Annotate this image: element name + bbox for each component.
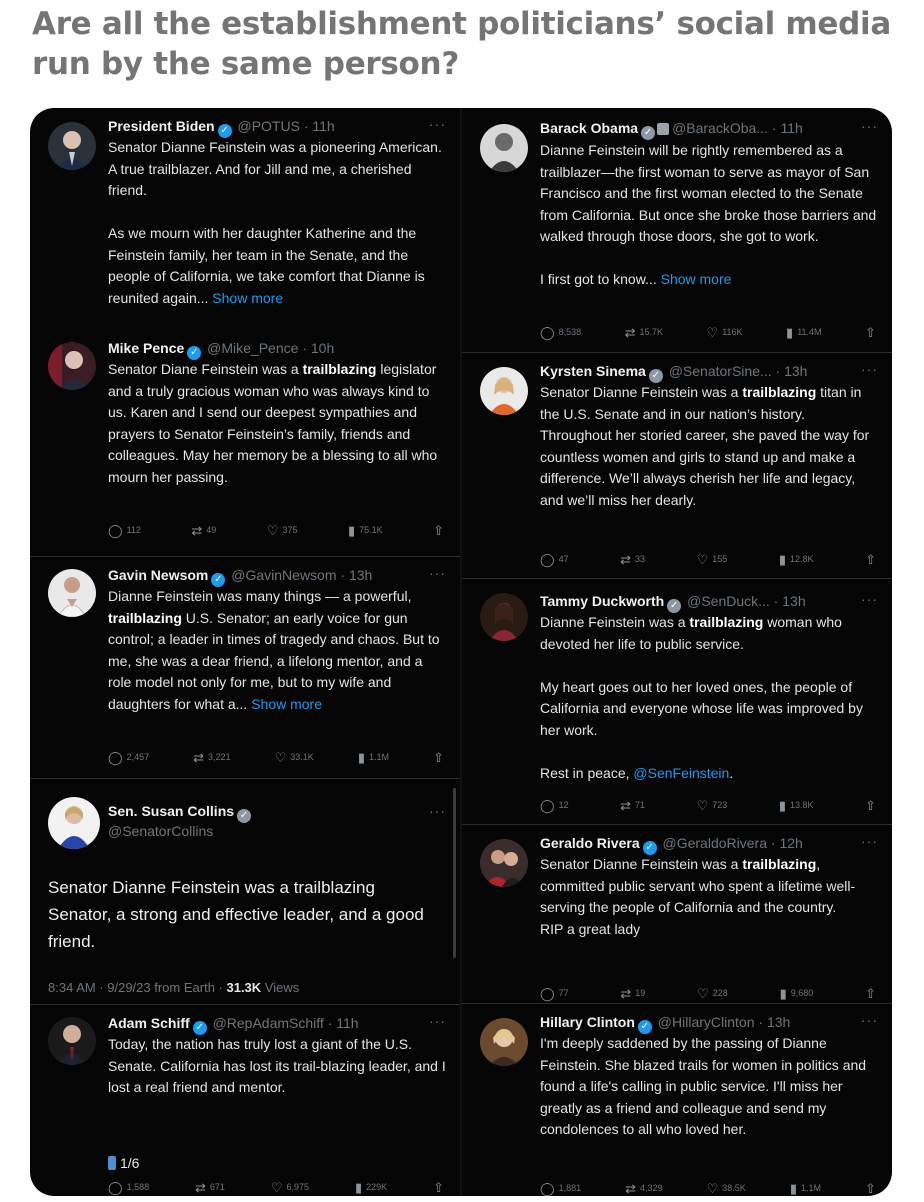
share-icon: ⇧ <box>433 523 444 538</box>
retweet-button[interactable] <box>620 549 645 571</box>
retweet-count: 671 <box>209 1182 225 1192</box>
tweet-newsom[interactable]: Gavin Newsom ✓ @GavinNewsom · 13h ··· Dianne Feinstein was many things — a powerful, trailblazing U.S. Senator; an early voice for gun control; a leader in times of tragedy and chaos. But to me, she was a dear friend, a lifelong mentor, and a role model not only for me, but to my wife and daughters for what a... Show more ◯ 2,457 ⇄ 3,221 ♡ 33.1K ▮ 1.1M ⇧ <box>30 556 460 777</box>
retweet-count: 19 <box>635 988 646 998</box>
tweet-collins[interactable] <box>30 778 460 1004</box>
like-icon: ♡ <box>266 523 279 538</box>
share-icon: ⇧ <box>865 986 876 1001</box>
views-button[interactable] <box>355 1177 387 1196</box>
reply-count: 47 <box>558 554 569 564</box>
more-icon[interactable]: ··· <box>429 116 446 132</box>
tweet-clinton[interactable]: Hillary Clinton ✓ @HillaryClinton · 13h ··· I'm deeply saddened by the passing of Dianne Feinstein. She blazed trails for women in politics and found a life's calling in public service. I'll miss her greatly as a friend and colleague and send my condolences to all who loved her. ◯ 1,881 ⇄ 4,329 ♡ 38.5K ▮ 1.1M ⇧ <box>462 1003 892 1196</box>
show-more-link[interactable]: Show more <box>251 695 323 712</box>
screenshot-collage <box>30 108 892 1196</box>
like-count: 723 <box>712 800 728 810</box>
reply-count: 77 <box>558 988 569 998</box>
share-button[interactable] <box>865 1178 876 1196</box>
like-icon: ♡ <box>270 1180 283 1195</box>
verified-badge-icon: ✓ <box>638 1020 652 1034</box>
tweet-text <box>108 359 448 488</box>
verified-badge-icon: ✓ <box>649 369 663 383</box>
tweet-schiff[interactable]: Adam Schiff ✓ @RepAdamSchiff · 11h ··· Today, the nation has truly lost a giant of the U.S. Senate. California has lost its trail-blazing leader, and I lost a real friend and mentor. 1/6 ◯ 1,588 ⇄ 671 ♡ 6,975 ▮ 229K ⇧ <box>30 1004 460 1196</box>
author-handle[interactable]: @SenatorCollins <box>108 823 214 839</box>
view-count: 1.1M <box>801 1183 822 1193</box>
reply-button[interactable] <box>108 747 149 769</box>
tweet-text <box>108 586 448 715</box>
author-handle[interactable]: @Mike_Pence <box>207 340 299 356</box>
reply-count: 1,588 <box>126 1182 150 1192</box>
like-icon: ♡ <box>697 986 709 1001</box>
verified-badge-icon: ✓ <box>193 1021 207 1035</box>
author-name[interactable]: Tammy Duckworth <box>540 593 665 609</box>
retweet-count: 15.7K <box>639 327 664 337</box>
tweet-text-content: Dianne Feinstein will be rightly remembered as a trailblazer—the first woman to serve as mayor of San Francisco and the first woman elected to the Senate from California. But once she broke those barriers and walked through those doors, she got to work. I first got to know... <box>540 142 877 287</box>
share-button[interactable] <box>865 983 876 1005</box>
tweet-text-content: Senator Diane Feinstein was a <box>108 361 303 377</box>
author-handle[interactable]: @GavinNewsom <box>231 567 337 583</box>
views-button[interactable] <box>790 1178 821 1196</box>
more-icon[interactable]: ··· <box>861 591 878 607</box>
retweet-button[interactable] <box>191 520 216 542</box>
timestamp[interactable]: 13h <box>766 1014 791 1030</box>
view-count: 31.3K <box>226 980 262 995</box>
like-button[interactable] <box>267 520 298 542</box>
reply-button[interactable] <box>108 1177 149 1196</box>
tweet-text-content: . <box>729 764 734 781</box>
share-button[interactable] <box>865 322 876 344</box>
author-name[interactable]: Gavin Newsom <box>108 567 209 583</box>
reply-icon: ◯ <box>540 986 555 1001</box>
share-button[interactable] <box>433 747 444 769</box>
verified-badge-icon: ✓ <box>643 841 657 855</box>
retweet-button[interactable] <box>625 1178 662 1196</box>
show-more-link[interactable]: Show more <box>212 289 284 306</box>
retweet-count: 4,329 <box>640 1183 663 1193</box>
reply-icon: ◯ <box>540 325 555 340</box>
action-bar <box>540 549 876 571</box>
author-handle[interactable]: @HillaryClinton <box>657 1014 755 1030</box>
views-button[interactable] <box>779 549 814 571</box>
retweet-icon: ⇄ <box>191 523 203 538</box>
share-button[interactable] <box>433 520 444 542</box>
author-handle[interactable]: @RepAdamSchiff <box>212 1015 324 1031</box>
views-icon: ▮ <box>789 1181 798 1196</box>
action-bar <box>540 322 876 344</box>
tweet-text <box>540 382 880 511</box>
timestamp[interactable]: 13h <box>784 363 808 379</box>
thread-count: 1/6 <box>120 1155 140 1171</box>
tweet-meta <box>48 977 299 999</box>
author-name[interactable]: Mike Pence <box>108 340 185 356</box>
views-button[interactable] <box>348 520 383 542</box>
avatar[interactable] <box>48 569 96 617</box>
highlighted-word: trailblazing <box>302 361 377 377</box>
share-button[interactable] <box>865 549 876 571</box>
reply-icon: ◯ <box>108 523 123 538</box>
thread-indicator[interactable] <box>108 1153 139 1175</box>
retweet-count: 3,221 <box>208 752 231 762</box>
headline: Are all the establishment politicians’ social media run by the same person? <box>32 6 891 82</box>
highlighted-word: trailblazing <box>108 609 182 626</box>
views-icon: ▮ <box>779 986 787 1001</box>
show-more-link[interactable]: Show more <box>660 271 732 287</box>
timestamp[interactable]: 11h <box>780 120 803 136</box>
like-icon: ♡ <box>696 798 709 813</box>
thread-icon <box>108 1156 116 1170</box>
like-icon: ♡ <box>706 1181 719 1196</box>
more-icon[interactable]: ··· <box>861 361 878 377</box>
avatar[interactable] <box>480 593 528 641</box>
views-button[interactable] <box>786 322 822 344</box>
tweet-text-content: Senator Dianne Feinstein was a <box>540 384 743 400</box>
view-count: 12.8K <box>789 554 814 564</box>
retweet-count: 33 <box>635 554 646 564</box>
like-icon: ♡ <box>696 552 709 567</box>
retweet-icon: ⇄ <box>193 750 205 765</box>
share-button[interactable] <box>865 795 876 817</box>
view-count: 9,680 <box>790 988 814 998</box>
timestamp[interactable]: 11h <box>312 118 335 134</box>
more-icon[interactable]: ··· <box>429 803 446 819</box>
reply-count: 1,881 <box>558 1183 582 1193</box>
like-button[interactable] <box>707 322 743 344</box>
verified-badge-icon: ✓ <box>667 599 681 613</box>
verified-badge-icon: ✓ <box>218 124 232 138</box>
like-button[interactable] <box>707 1178 746 1196</box>
share-icon: ⇧ <box>865 798 876 813</box>
view-count: 11.4M <box>797 327 822 337</box>
like-icon: ♡ <box>706 325 719 340</box>
author-handle[interactable]: @SenatorSine... <box>668 363 772 379</box>
retweet-icon: ⇄ <box>195 1180 206 1195</box>
tweet-text <box>540 854 880 940</box>
more-icon[interactable]: ··· <box>861 1012 878 1028</box>
retweet-button[interactable] <box>193 747 230 769</box>
reply-button[interactable] <box>540 795 569 817</box>
like-icon: ♡ <box>274 750 287 765</box>
tweet-sinema[interactable]: Kyrsten Sinema ✓ @SenatorSine... · 13h ··· Senator Dianne Feinstein was a trailblazing titan in the U.S. Senate and in our nation’s history. Throughout her storied career, she paved the way for countless women and girls to stand up and make a difference. We’ll always cherish her life and legacy, and we’ll miss her dearly. ◯ 47 ⇄ 33 ♡ 155 ▮ 12.8K ⇧ <box>462 352 892 575</box>
views-button[interactable] <box>358 747 389 769</box>
views-icon: ▮ <box>786 325 794 340</box>
view-count: 1.1M <box>369 752 390 762</box>
avatar[interactable] <box>48 122 96 170</box>
share-icon: ⇧ <box>433 750 444 765</box>
highlighted-word: trailblazing <box>742 384 817 400</box>
scrollbar[interactable] <box>453 788 456 958</box>
author-handle[interactable]: @GeraldoRivera <box>662 835 767 851</box>
views-button[interactable] <box>779 795 814 817</box>
author-name[interactable]: Kyrsten Sinema <box>540 363 646 379</box>
action-bar <box>540 983 876 1005</box>
tweet-text-content: U.S. Senator; an early voice for gun control; a leader in times of tragedy and chaos. But to me, she was a dear friend, a lifelong mentor, and a role model not only for me, but to my wife and daughters for what a... <box>108 609 440 712</box>
like-button[interactable] <box>697 795 728 817</box>
retweet-icon: ⇄ <box>625 1181 637 1196</box>
tweet-duckworth[interactable]: Tammy Duckworth ✓ @SenDuck... · 13h ··· Dianne Feinstein was a trailblazing woman who devoted her life to public service. My heart goes out to her loved ones, the people of California and everyone whose life was improved by her work. Rest in peace, @SenFeinstein. ◯ 12 ⇄ 71 ♡ 723 ▮ 13.8K ⇧ <box>462 578 892 824</box>
views-icon: ▮ <box>354 1180 363 1195</box>
tweet-text-content: Dianne Feinstein was a <box>540 614 690 630</box>
author-name[interactable]: President Biden <box>108 118 215 134</box>
verified-badge-icon: ✓ <box>237 809 251 823</box>
tweet-text <box>540 140 880 291</box>
retweet-button[interactable] <box>620 983 645 1005</box>
views-icon: ▮ <box>778 552 786 567</box>
views-icon: ▮ <box>347 523 356 538</box>
share-icon: ⇧ <box>433 1180 444 1195</box>
reply-icon: ◯ <box>540 552 555 567</box>
like-count: 375 <box>282 525 298 535</box>
author-name[interactable]: Barack Obama <box>540 120 639 136</box>
tweet-text-content: , committed public servant who spent a lifetime well-serving the people of California and the country. RIP a great lady <box>540 856 856 937</box>
tweet-obama[interactable]: Barack Obama ✓ @BarackOba... · 11h ··· Dianne Feinstein will be rightly remembered as a trailblazer—the first woman to serve as mayor of San Francisco and the first woman elected to the Senate from California. But once she broke those barriers and walked through those doors, she got to work. I first got to know... Show more ◯ 8,538 ⇄ 15.7K ♡ 116K ▮ 11.4M ⇧ <box>462 108 892 350</box>
reply-button[interactable] <box>540 549 569 571</box>
tweet-pence[interactable]: Mike Pence ✓ @Mike_Pence · 10h Senator Diane Feinstein was a trailblazing legislator and a truly gracious woman who was always kind to us. Karen and I send our deepest sympathies and prayers to Senator Feinstein’s family, friends and colleagues. May her memory be a blessing to all who mourn her passing. ◯ 112 ⇄ 49 ♡ 375 ▮ 75.1K ⇧ <box>30 336 460 550</box>
more-icon[interactable]: ··· <box>861 833 878 849</box>
action-bar <box>540 1178 876 1196</box>
tweet-text-content: woman who devoted her life to public service. My heart goes out to her loved ones, the people of California and everyone whose life was improved by her work. Rest in peace, <box>540 614 863 781</box>
author-name[interactable]: Geraldo Rivera <box>540 835 640 851</box>
mention-link[interactable]: @SenFeinstein <box>633 764 730 781</box>
action-bar <box>108 1177 444 1196</box>
avatar[interactable] <box>48 1017 96 1065</box>
more-icon[interactable]: ··· <box>861 118 878 134</box>
views-icon: ▮ <box>778 798 786 813</box>
timestamp[interactable]: 11h <box>336 1015 359 1031</box>
share-icon: ⇧ <box>865 1181 876 1196</box>
avatar[interactable] <box>480 1018 528 1066</box>
reply-count: 112 <box>126 525 141 535</box>
reply-icon: ◯ <box>540 798 555 813</box>
author-handle[interactable]: @BarackOba... <box>672 120 768 136</box>
retweet-button[interactable] <box>625 322 663 344</box>
tweet-text: Today, the nation has truly lost a giant of the U.S. Senate. California has lost its trail-blazing leader, and I lost a real friend and mentor. <box>108 1036 446 1095</box>
left-column <box>30 108 460 1196</box>
like-button[interactable] <box>697 983 728 1005</box>
reply-count: 2,457 <box>126 752 150 762</box>
like-count: 38.5K <box>722 1183 746 1193</box>
government-label-icon <box>657 123 669 135</box>
view-count: 13.8K <box>789 800 814 810</box>
action-bar <box>540 795 876 817</box>
author-name[interactable]: Sen. Susan Collins <box>108 803 235 819</box>
reply-icon: ◯ <box>540 1181 555 1196</box>
author-name[interactable]: Hillary Clinton <box>540 1014 635 1030</box>
verified-badge-icon: ✓ <box>211 573 225 587</box>
tweet-date: 8:34 AM · 9/29/23 from Earth · <box>48 980 227 995</box>
retweet-icon: ⇄ <box>620 552 632 567</box>
views-label: Views <box>261 980 300 995</box>
tweet-biden[interactable]: President Biden ✓ @POTUS · 11h ··· Senator Dianne Feinstein was a pioneering American. A true trailblazer. And for Jill and me, a cherished friend. As we mourn with her daughter Katherine and the Feinstein family, her team in the Senate, and the people of California, we take comfort that Dianne is reunited again... Show more <box>30 108 460 336</box>
more-icon[interactable]: ··· <box>429 1013 446 1029</box>
author-name[interactable]: Adam Schiff <box>108 1015 190 1031</box>
like-button[interactable] <box>271 1177 309 1196</box>
reply-button[interactable] <box>540 1178 581 1196</box>
retweet-icon: ⇄ <box>620 798 632 813</box>
retweet-count: 71 <box>635 800 646 810</box>
view-count: 75.1K <box>359 525 383 535</box>
verified-badge-icon: ✓ <box>187 346 201 360</box>
action-bar <box>108 747 444 769</box>
avatar[interactable] <box>480 124 528 172</box>
views-button[interactable] <box>780 983 814 1005</box>
retweet-icon: ⇄ <box>620 986 632 1001</box>
author-handle[interactable]: @SenDuck... <box>687 593 770 609</box>
right-column <box>462 108 892 1196</box>
tweet-text: Senator Dianne Feinstein was a trailblazing Senator, a strong and effective leader, and a good friend. <box>48 878 424 951</box>
like-button[interactable] <box>697 549 728 571</box>
tweet-text-content: legislator and a truly gracious woman who was always kind to us. Karen and I send our deepest sympathies and prayers to Senator Feinstein’s family, friends and colleagues. May her memory be a blessing to all who mourn her passing. <box>108 361 438 485</box>
tweet-rivera[interactable]: Geraldo Rivera ✓ @GeraldoRivera · 12h ··· Senator Dianne Feinstein was a trailblazing, committed public servant who spent a lifetime well-serving the people of California and the country. RIP a great lady ◯ 77 ⇄ 19 ♡ 228 ▮ 9,680 ⇧ <box>462 824 892 1001</box>
reply-button[interactable] <box>540 322 581 344</box>
timestamp[interactable]: 12h <box>779 835 803 851</box>
reply-icon: ◯ <box>108 750 123 765</box>
tweet-text-content: Senator Dianne Feinstein was a pioneering American. A true trailblazer. And for Jill and me, a cherished friend. As we mourn with her daughter Katherine and the Feinstein family, her team in the Senate, and the people of California, we take comfort that Dianne is reunited again... <box>108 139 442 306</box>
retweet-count: 49 <box>206 525 217 535</box>
more-icon[interactable]: ··· <box>429 565 446 581</box>
reply-button[interactable] <box>540 983 569 1005</box>
views-icon: ▮ <box>357 750 366 765</box>
timestamp[interactable]: 13h <box>782 593 806 609</box>
tweet-text <box>540 612 880 784</box>
timestamp[interactable]: 13h <box>348 567 373 583</box>
reply-icon: ◯ <box>108 1180 123 1195</box>
like-count: 116K <box>722 327 743 337</box>
verified-badge-icon: ✓ <box>641 126 655 140</box>
tweet-text: I'm deeply saddened by the passing of Dianne Feinstein. She blazed trails for women in politics and found a life's calling in public service. I'll miss her greatly as a friend and colleague and send my condolences to all who loved her. <box>540 1035 867 1137</box>
tweet-text-content: Senator Dianne Feinstein was a <box>540 856 743 872</box>
view-count: 229K <box>366 1182 388 1192</box>
like-count: 228 <box>712 988 728 998</box>
retweet-button[interactable] <box>620 795 645 817</box>
like-count: 33.1K <box>290 752 314 762</box>
retweet-icon: ⇄ <box>624 325 636 340</box>
like-button[interactable] <box>275 747 314 769</box>
highlighted-word: trailblazing <box>689 614 764 630</box>
highlighted-word: trailblazing <box>742 856 817 872</box>
share-icon: ⇧ <box>865 552 876 567</box>
like-count: 155 <box>712 554 728 564</box>
action-bar <box>108 520 444 542</box>
share-icon: ⇧ <box>865 325 876 340</box>
share-button[interactable] <box>433 1177 444 1196</box>
like-count: 6,975 <box>286 1182 310 1192</box>
tweet-text-content: Dianne Feinstein was many things — a powerful, <box>108 588 412 604</box>
reply-count: 12 <box>558 800 569 810</box>
tweet-text-content: titan in the U.S. Senate and in our nation’s history. Throughout her storied career, she paved the way for countless women and girls to stand up and make a difference. We’ll always cherish her life and legacy, and we’ll miss her dearly. <box>540 384 870 508</box>
avatar[interactable] <box>480 839 528 887</box>
author-handle[interactable]: @POTUS <box>237 118 300 134</box>
avatar[interactable] <box>48 342 96 390</box>
reply-button[interactable] <box>108 520 141 542</box>
reply-count: 8,538 <box>558 327 582 337</box>
retweet-button[interactable] <box>195 1177 225 1196</box>
tweet-text <box>108 137 448 309</box>
avatar[interactable] <box>48 797 100 849</box>
avatar[interactable] <box>480 367 528 415</box>
timestamp[interactable]: 10h <box>310 340 335 356</box>
